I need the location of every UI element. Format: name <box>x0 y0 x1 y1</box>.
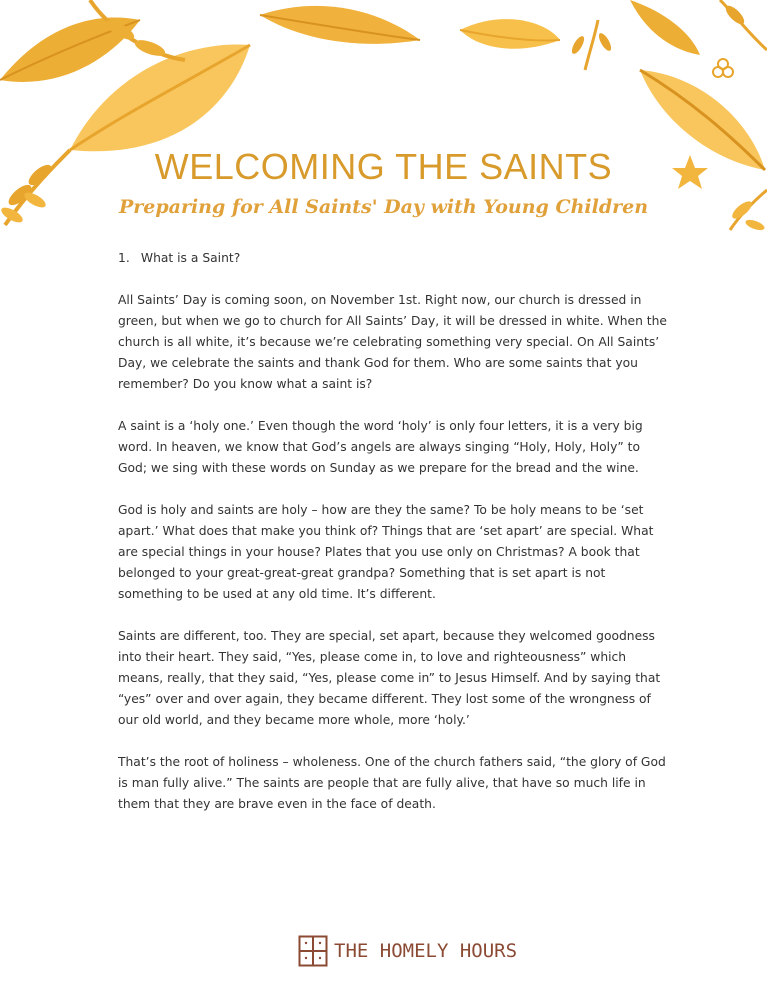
section-number: 1. <box>118 251 130 265</box>
paragraph: A saint is a ‘holy one.’ Even though the word ‘holy’ is only four letters, it is a very big word. In heaven, we know that God’s angels are always singing “Holy, Holy, Holy” to God; we sing with these words on Sunday as we prepare for the bread and the wine. <box>118 419 643 475</box>
footer-logo <box>298 934 517 968</box>
logo-text: THE HOMELY HOURS <box>334 940 518 962</box>
flower-icon <box>713 59 733 77</box>
section-heading <box>118 248 668 269</box>
sprig-icon <box>570 20 614 70</box>
leaf-icon <box>630 0 700 55</box>
page-title: WELCOMING THE SAINTS <box>154 146 613 187</box>
section-heading-text: What is a Saint? <box>140 251 241 265</box>
leaf-decoration <box>0 0 767 260</box>
branch-icon <box>720 0 767 50</box>
window-logo-icon <box>298 935 328 967</box>
paragraph: God is holy and saints are holy – how are they the same? To be holy means to be ‘set apart.’ What does that make you think of? Things that are ‘set apart’ are special. What are special things in your house? Plates that you use only on Christmas? A book that belonged to your great-great-great grandpa? Something that is set apart is not something to be used at any old time. It’s different. <box>118 503 654 601</box>
paragraph: Saints are different, too. They are special, set apart, because they welcomed goodness into their heart. They said, “Yes, please come in, to love and righteousness” which means, really, that they said, “Yes, please come in” to Jesus Himself. And by saying that “yes” over and over again, they became different. They lost some of the wrongness of our old world, and they became more whole, more ‘holy.’ <box>118 629 661 727</box>
leaf-icon <box>460 19 560 49</box>
paragraph: All Saints’ Day is coming soon, on November 1st. Right now, our church is dressed in green, but when we go to church for All Saints’ Day, it will be dressed in white. When the church is all white, it’s because we’re celebrating something very special. On All Saints’ Day, we celebrate the saints and thank God for them. Who are some saints that you remember? Do you know what a saint is? <box>118 293 667 391</box>
leaf-icon <box>70 44 250 151</box>
leaf-icon <box>260 6 420 44</box>
page-subtitle: Preparing for All Saints' Day with Young Children <box>118 196 649 218</box>
article-body <box>118 248 668 836</box>
paragraph: That’s the root of holiness – wholeness. One of the church fathers said, “the glory of God is man fully alive.” The saints are people that are fully alive, that have so much life in them that they are brave even in the face of death. <box>118 755 666 811</box>
